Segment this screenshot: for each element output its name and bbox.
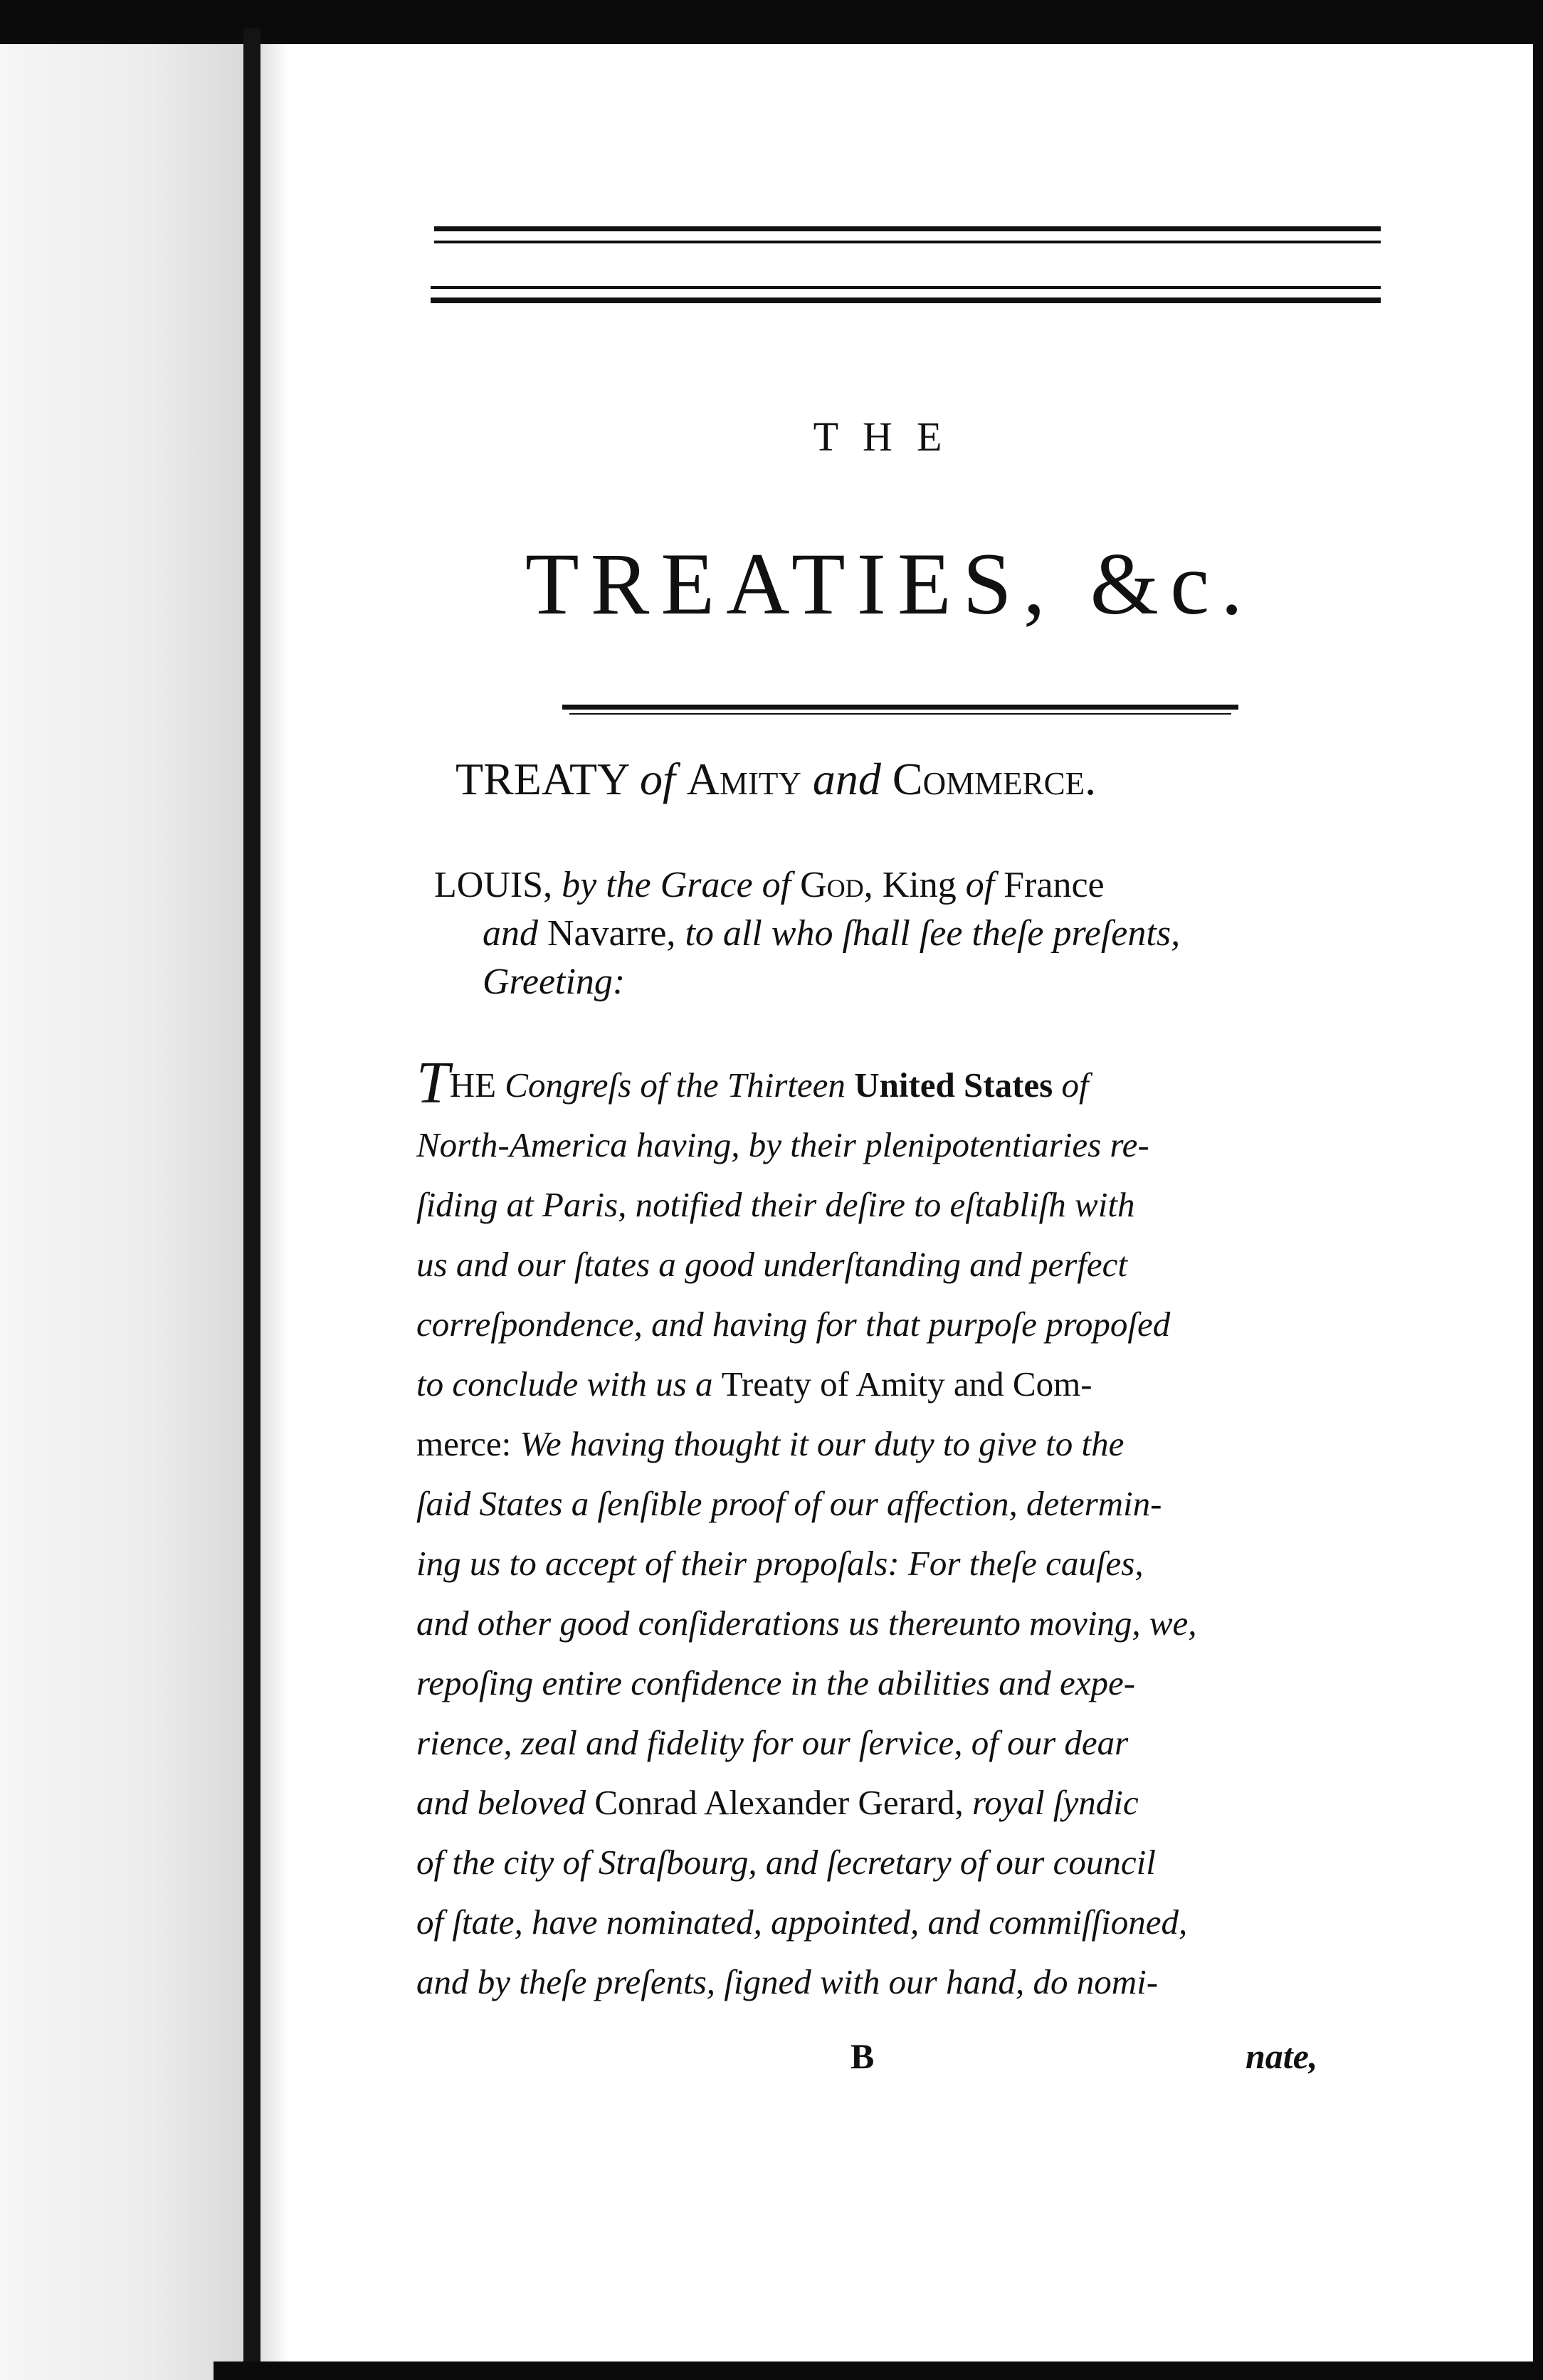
- body-text-roman: Treaty of Amity and Com-: [721, 1364, 1092, 1404]
- body-text-italic: North-America having, by their plenipotentiaries re-: [416, 1125, 1149, 1164]
- body-text-roman: HE: [449, 1065, 505, 1105]
- book-gutter: [243, 28, 260, 2380]
- body-text-italic: us and our ſtates a good underſtanding and perfect: [416, 1245, 1127, 1284]
- body-text-italic: We having thought it our duty to give to the: [520, 1424, 1125, 1463]
- facing-page: [0, 44, 251, 2380]
- body-line: [416, 1115, 1359, 1175]
- body-text-italic: of the city of Straſbourg, and ſecretary of our council: [416, 1843, 1156, 1882]
- gutter-shadow: [260, 44, 289, 2380]
- scan-right-edge: [1533, 0, 1543, 2380]
- body-text-roman: United States: [854, 1065, 1062, 1105]
- scan-top-edge: [0, 0, 1543, 44]
- body-line: [416, 1474, 1359, 1534]
- body-text-roman: merce:: [416, 1424, 520, 1463]
- body-text-italic: and beloved: [416, 1783, 595, 1822]
- salutation-god: God,: [800, 865, 883, 905]
- body-line: [416, 1713, 1359, 1773]
- section-heading-commerce: Commerce.: [892, 754, 1097, 804]
- drop-cap: T: [416, 1050, 450, 1116]
- body-line: [416, 1952, 1359, 2012]
- main-title: TREATIES, &c.: [525, 535, 1255, 633]
- top-rule-4: [431, 298, 1381, 303]
- royal-salutation: [434, 861, 1359, 1006]
- section-heading: [455, 753, 1381, 806]
- body-line: [416, 1295, 1359, 1354]
- body-line: [416, 1235, 1359, 1295]
- catchword: nate,: [1246, 2036, 1318, 2076]
- header-title: THE: [813, 414, 967, 460]
- body-text-roman: Conrad Alexander Gerard,: [594, 1783, 972, 1822]
- salutation-king: King: [882, 865, 966, 905]
- salutation-grace: by the Grace of: [562, 865, 801, 905]
- salutation-of: of: [965, 865, 1004, 905]
- salutation-presents: to all who ſhall ſee theſe preſents,: [685, 913, 1181, 954]
- body-text-italic: ing us to accept of their propoſals: For theſe cauſes,: [416, 1544, 1144, 1583]
- treaty-body-paragraph: [416, 1050, 1359, 2012]
- scan-bottom-edge: [214, 2361, 1543, 2380]
- body-line: [416, 1892, 1359, 1952]
- section-heading-and: and: [812, 754, 881, 804]
- salutation-and: and: [483, 913, 547, 954]
- salutation-line-1: [434, 861, 1359, 910]
- body-text-italic: ſaid States a ſenſible proof of our affection, determin-: [416, 1484, 1162, 1523]
- body-text-italic: ſiding at Paris, notified their deſire to eſtabliſh with: [416, 1185, 1135, 1224]
- top-rule-3: [431, 286, 1381, 289]
- top-rule-1: [434, 226, 1381, 231]
- body-text-italic: and other good conſiderations us thereunto moving, we,: [416, 1604, 1197, 1643]
- body-line: [416, 1354, 1359, 1414]
- body-line: [416, 1833, 1359, 1892]
- body-text-italic: correſpondence, and having for that purpoſe propoſed: [416, 1305, 1171, 1344]
- section-heading-of: of: [639, 754, 675, 804]
- body-line: [416, 1414, 1359, 1474]
- body-text-italic: to conclude with us a: [416, 1364, 722, 1404]
- signature-mark: B: [851, 2036, 875, 2076]
- body-text-italic: rience, zeal and fidelity for our ſervice, of our dear: [416, 1723, 1129, 1762]
- salutation-line-3: [434, 958, 1359, 1006]
- section-heading-amity: Amity: [686, 754, 801, 804]
- body-line: [416, 1594, 1359, 1653]
- body-text-italic: repoſing entire confidence in the abilities and expe-: [416, 1663, 1136, 1702]
- body-line: [416, 1175, 1359, 1235]
- salutation-king-name: LOUIS,: [434, 865, 562, 905]
- salutation-line-2: [434, 910, 1359, 958]
- top-rule-2: [434, 241, 1381, 243]
- section-heading-treaty: TREATY: [455, 754, 628, 804]
- body-text-italic: royal ſyndic: [972, 1783, 1139, 1822]
- title-underline-thin: [569, 713, 1231, 715]
- body-text-italic: of ſtate, have nominated, appointed, and commiſſioned,: [416, 1902, 1188, 1942]
- title-underline: [562, 705, 1238, 710]
- salutation-navarre: Navarre,: [547, 913, 685, 954]
- body-line: [416, 1534, 1359, 1594]
- body-line: [416, 1653, 1359, 1713]
- body-line: [416, 1050, 1359, 1116]
- body-line: [416, 1773, 1359, 1833]
- salutation-greeting: Greeting:: [483, 962, 626, 1002]
- body-text-italic: and by theſe preſents, ſigned with our hand, do nomi-: [416, 1962, 1159, 2001]
- salutation-france: France: [1004, 865, 1105, 905]
- body-text-italic: of: [1061, 1065, 1089, 1105]
- body-text-italic: Congreſs of the Thirteen: [505, 1065, 855, 1105]
